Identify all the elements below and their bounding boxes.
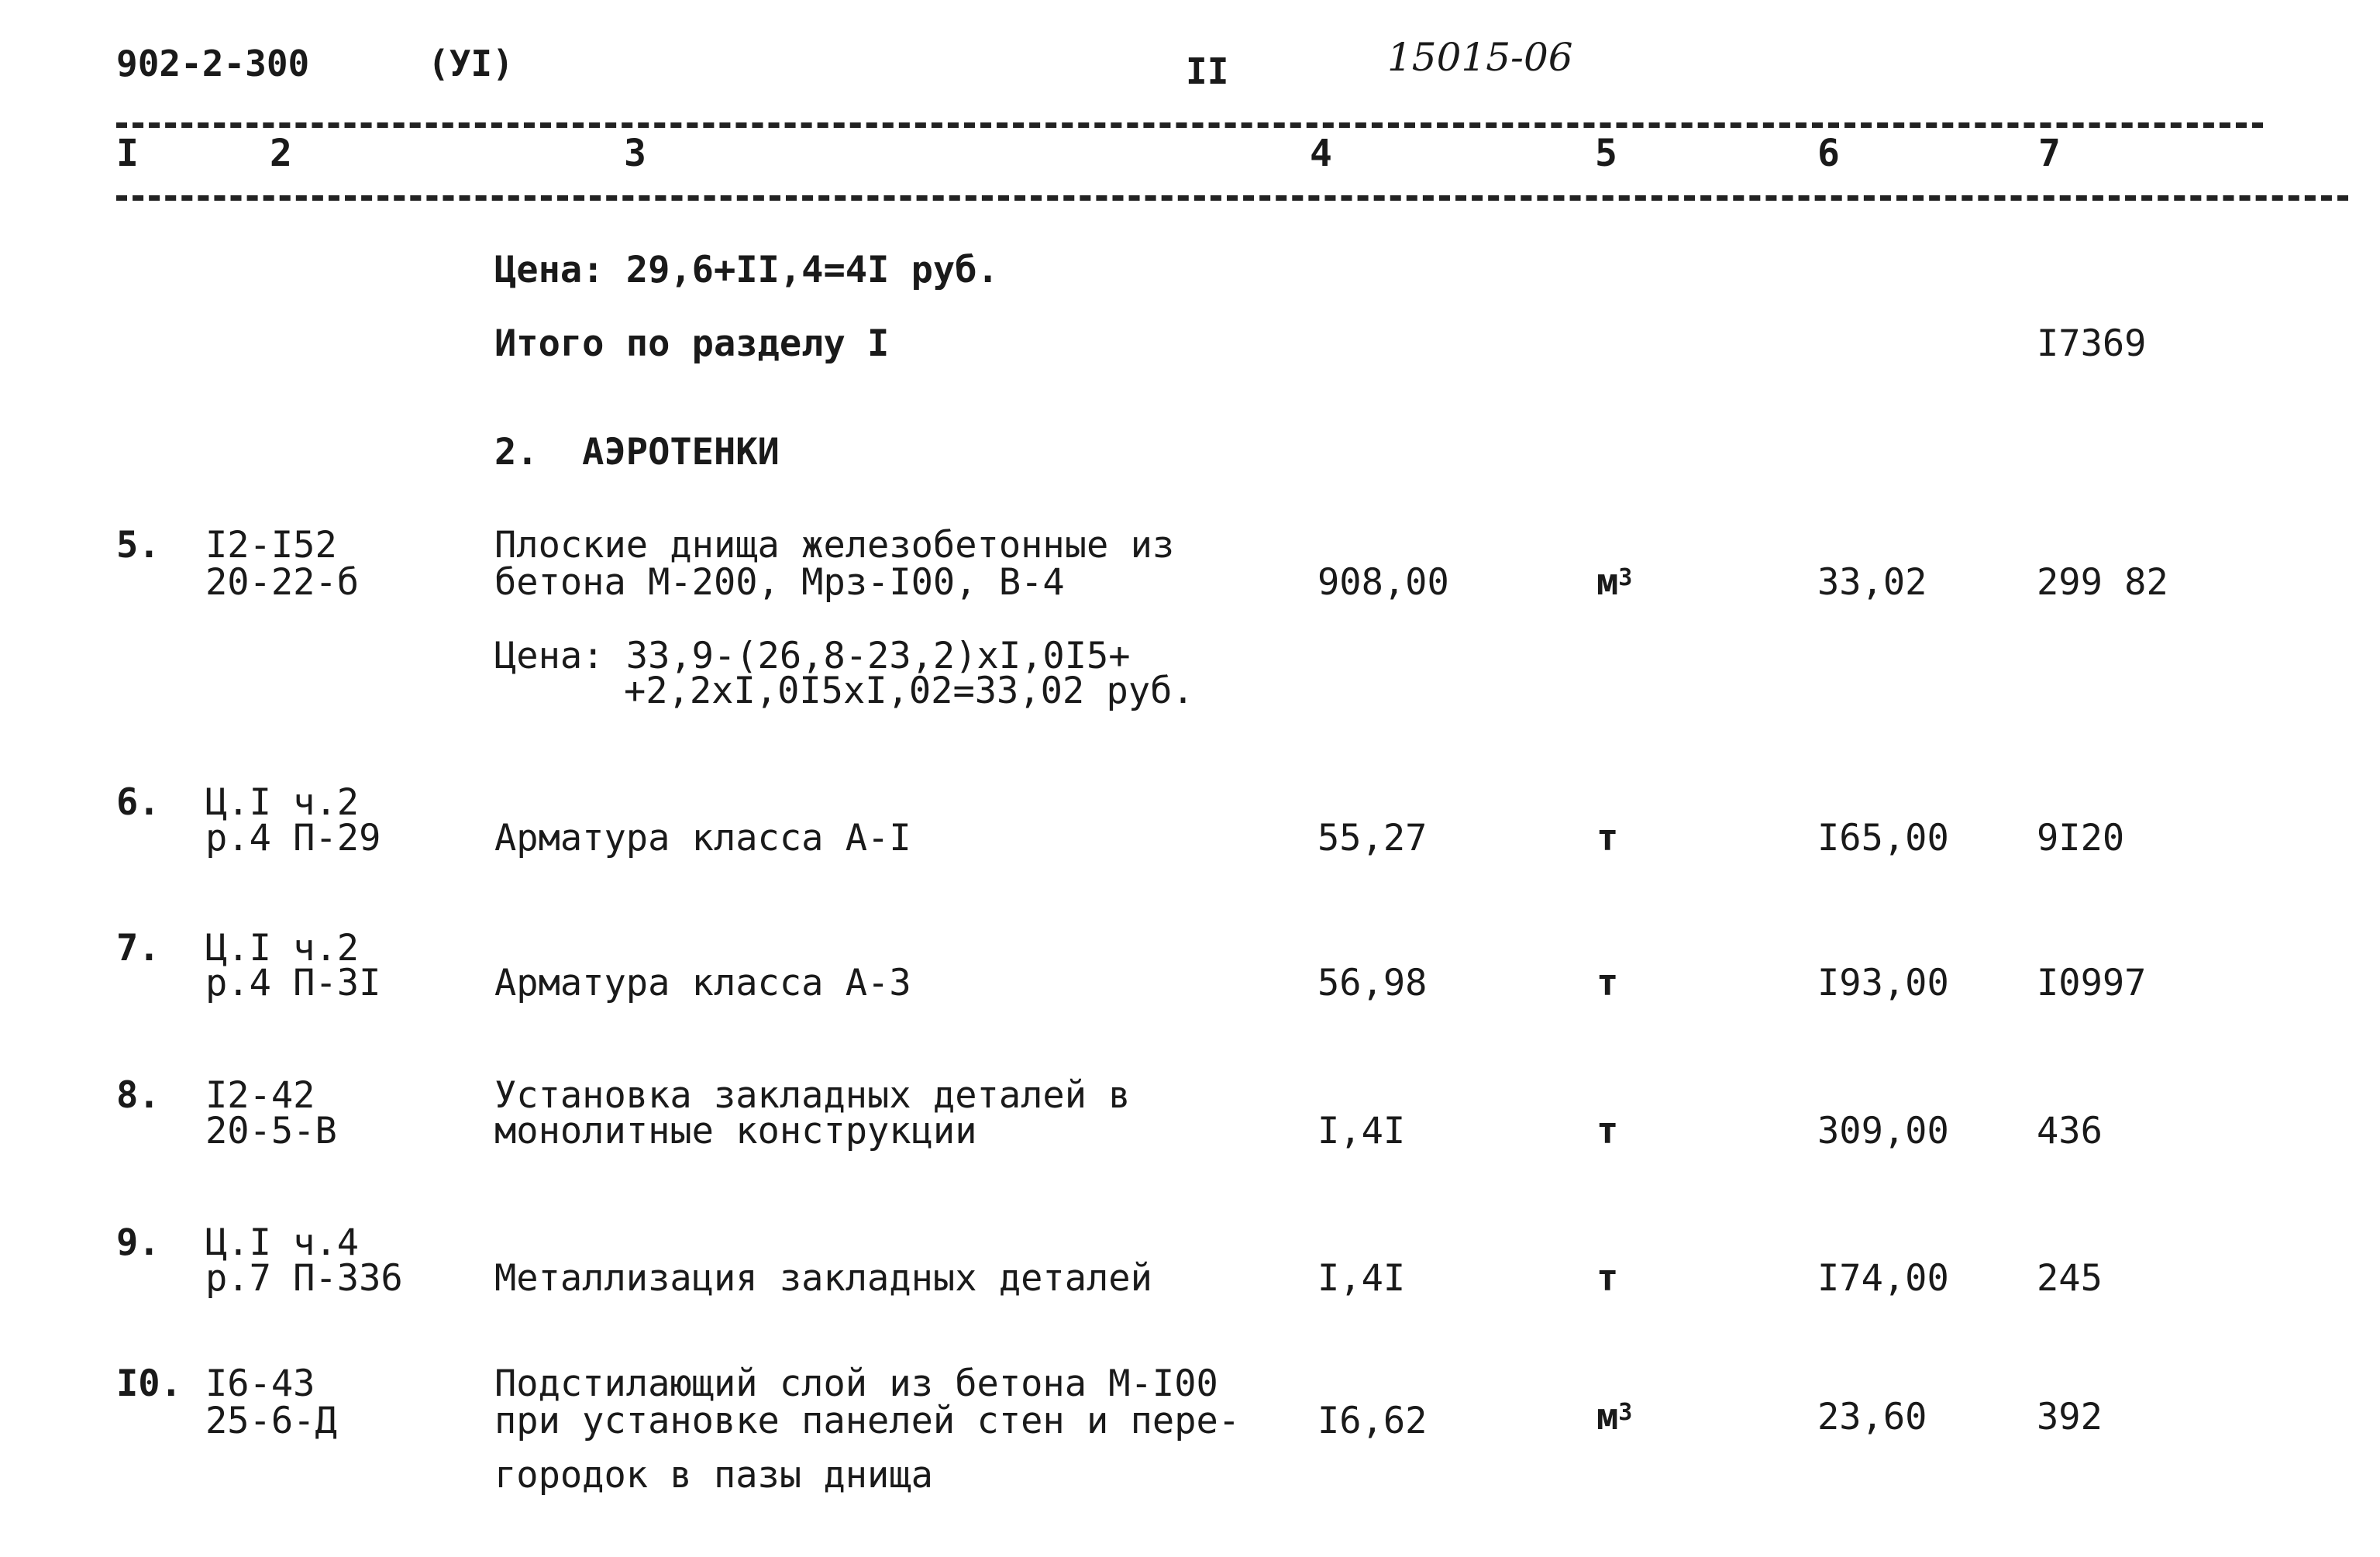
- row-7-unit: т: [1596, 962, 1619, 1004]
- row-5-code1: I2-I52: [205, 524, 337, 567]
- row-10-desc2: при установке панелей стен и пере-: [494, 1400, 1241, 1442]
- row-6-code1: Ц.I ч.2: [205, 781, 360, 824]
- row-5-price-note1: Цена: 33,9-(26,8-23,2)хI,0I5+: [494, 635, 1131, 677]
- row-5-unit-sup: 3: [1618, 564, 1633, 591]
- header-top-rule: [116, 122, 2263, 128]
- row-6-code2: р.4 П-29: [205, 817, 381, 859]
- row-10-price: 23,60: [1817, 1396, 1927, 1438]
- row-10-unit-base: м: [1596, 1396, 1619, 1438]
- row-9-unit: т: [1596, 1257, 1619, 1300]
- row-5-price: 33,02: [1817, 561, 1927, 604]
- row-8-code1: I2-42: [205, 1074, 315, 1117]
- row-6-desc1: Арматура класса А-I: [494, 817, 911, 859]
- column-header-5: 5: [1595, 132, 1617, 175]
- row-8-unit: т: [1596, 1110, 1619, 1152]
- row-5-qty: 908,00: [1317, 561, 1449, 604]
- column-header-4: 4: [1310, 132, 1332, 175]
- row-7-code2: р.4 П-3I: [205, 962, 381, 1004]
- row-5-desc2: бетона М-200, Мрз-I00, В-4: [494, 561, 1065, 604]
- row-5-code2: 20-22-б: [205, 561, 360, 604]
- row-7-code1: Ц.I ч.2: [205, 927, 360, 970]
- row-5-unit: [1596, 561, 1633, 604]
- row-5-price-note2: +2,2хI,0I5хI,02=33,02 руб.: [624, 670, 1194, 712]
- row-7-number: 7.: [116, 927, 160, 970]
- page-number: II: [1186, 50, 1229, 92]
- row-10-qty: I6,62: [1317, 1400, 1428, 1442]
- row-10-total: 392: [2037, 1396, 2103, 1438]
- doc-part: (УI): [428, 43, 514, 84]
- row-8-number: 8.: [116, 1074, 160, 1117]
- row-8-total: 436: [2037, 1110, 2103, 1152]
- row-8-desc1: Установка закладных деталей в: [494, 1074, 1131, 1117]
- row-9-code1: Ц.I ч.4: [205, 1221, 360, 1264]
- column-header-7: 7: [2038, 132, 2061, 175]
- row-10-code2: 25-6-Д: [205, 1400, 337, 1442]
- row-10-unit: [1596, 1396, 1633, 1438]
- row-10-desc3: городок в пазы днища: [494, 1454, 933, 1497]
- row-8-qty: I,4I: [1317, 1110, 1406, 1152]
- section2-title: 2. АЭРОТЕНКИ: [494, 431, 780, 474]
- row-9-code2: р.7 П-336: [205, 1257, 403, 1300]
- handwritten-number: 15015-06: [1387, 35, 1573, 80]
- row-7-price: I93,00: [1817, 962, 1949, 1004]
- row-9-price: I74,00: [1817, 1257, 1949, 1300]
- row-10-desc1: Подстилающий слой из бетона М-I00: [494, 1362, 1218, 1405]
- doc-code: 902-2-300: [116, 43, 310, 84]
- row-6-total: 9I20: [2037, 817, 2125, 859]
- row-10-code1: I6-43: [205, 1362, 315, 1405]
- row-9-qty: I,4I: [1317, 1257, 1406, 1300]
- section1-total-label: Итого по разделу I: [494, 322, 890, 365]
- section1-price-note: Цена: 29,6+II,4=4I руб.: [494, 249, 999, 291]
- column-header-2: 2: [270, 132, 292, 175]
- row-8-desc2: монолитные конструкции: [494, 1110, 977, 1152]
- row-8-code2: 20-5-В: [205, 1110, 337, 1152]
- header-bottom-rule: [116, 195, 2348, 201]
- row-8-price: 309,00: [1817, 1110, 1949, 1152]
- row-7-qty: 56,98: [1317, 962, 1428, 1004]
- row-5-number: 5.: [116, 524, 160, 567]
- column-header-3: 3: [624, 132, 646, 175]
- row-9-desc1: Металлизация закладных деталей: [494, 1257, 1152, 1300]
- row-7-desc1: Арматура класса А-3: [494, 962, 911, 1004]
- row-6-unit: т: [1596, 817, 1619, 859]
- row-6-qty: 55,27: [1317, 817, 1428, 859]
- row-5-desc1: Плоские днища железобетонные из: [494, 524, 1175, 567]
- row-6-number: 6.: [116, 781, 160, 824]
- row-9-number: 9.: [116, 1221, 160, 1264]
- column-header-6: 6: [1817, 132, 1840, 175]
- row-6-price: I65,00: [1817, 817, 1949, 859]
- row-10-unit-sup: 3: [1618, 1399, 1633, 1426]
- column-header-1: I: [116, 132, 139, 175]
- row-5-total: 299 82: [2037, 561, 2168, 604]
- row-10-number: I0.: [116, 1362, 182, 1405]
- row-7-total: I0997: [2037, 962, 2147, 1004]
- row-5-unit-base: м: [1596, 561, 1619, 604]
- section1-total-value: I7369: [2037, 322, 2147, 365]
- row-9-total: 245: [2037, 1257, 2103, 1300]
